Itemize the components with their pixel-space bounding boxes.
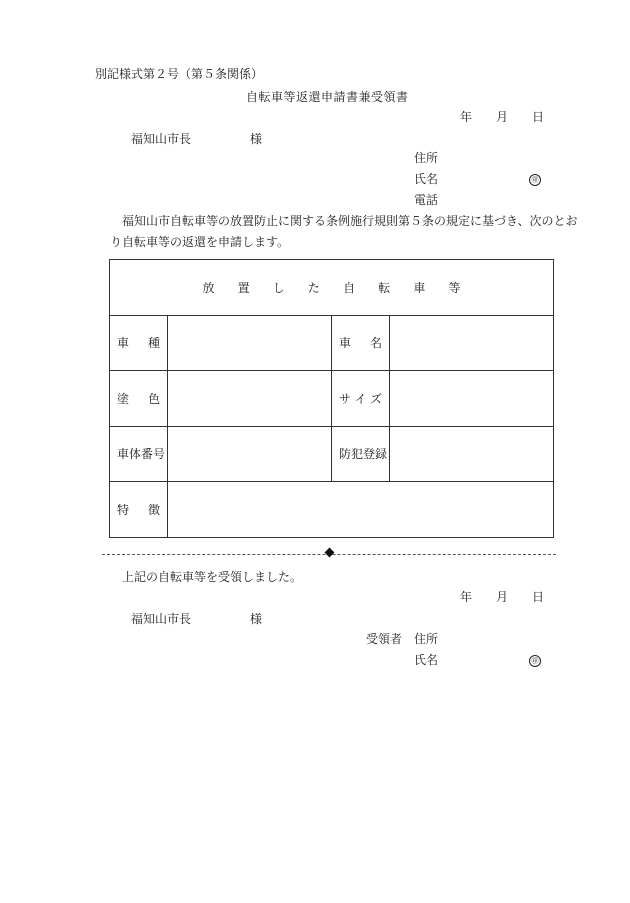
application-date-year: 年	[460, 110, 473, 124]
size-label-char: ズ	[369, 391, 382, 406]
vehicle-name-label-char: 名	[369, 336, 382, 350]
features-label-char: 特	[117, 502, 130, 517]
table-header	[110, 260, 554, 316]
table-header-char: 車	[413, 280, 426, 295]
application-body-line2: り自転車等の返還を申請します。	[110, 235, 290, 249]
recipient-name-label: 氏名	[414, 653, 439, 667]
application-body-line1: 福知山市自転車等の放置防止に関する条例施行規則第５条の規定に基づき、次のとお	[122, 214, 578, 228]
features-field[interactable]	[168, 482, 554, 538]
theft-registration-label: 防犯登録	[332, 427, 390, 482]
vehicle-name-label-char: 車	[339, 336, 352, 350]
recipient-label: 受領者	[366, 632, 403, 646]
receipt-date-year: 年	[460, 590, 473, 604]
bicycle-details-table	[109, 259, 554, 538]
frame-number-label: 車体番号	[110, 427, 168, 482]
table-header-char: 放	[202, 280, 215, 295]
table-header-char: 置	[237, 280, 250, 295]
color-label-char: 塗	[117, 391, 130, 406]
receipt-date-month: 月	[496, 590, 509, 604]
application-addressee: 福知山市長	[131, 132, 192, 146]
theft-registration-field[interactable]	[390, 427, 554, 482]
vehicle-type-label-cell	[110, 316, 168, 371]
recipient-seal-icon: ㊞	[529, 655, 541, 667]
receipt-date-day: 日	[532, 590, 545, 604]
table-header-char: 自	[343, 280, 356, 295]
recipient-address-label: 住所	[414, 632, 439, 646]
size-field[interactable]	[390, 371, 554, 427]
size-label-char: イ	[354, 391, 367, 406]
table-header-char: 転	[378, 280, 391, 295]
applicant-phone-label: 電話	[414, 193, 439, 207]
vehicle-name-field[interactable]	[390, 316, 554, 371]
application-date-day: 日	[532, 110, 545, 124]
table-header-char: し	[272, 280, 285, 295]
application-honorific: 様	[250, 132, 263, 146]
form-number: 別記様式第２号（第５条関係）	[95, 67, 264, 81]
frame-number-field[interactable]	[168, 427, 332, 482]
color-label-char: 色	[147, 391, 160, 406]
vehicle-type-label-char: 車	[117, 336, 130, 350]
application-date-month: 月	[496, 110, 509, 124]
features-label-cell	[110, 482, 168, 538]
size-label-char: サ	[339, 391, 352, 406]
receipt-addressee: 福知山市長	[131, 612, 192, 626]
vehicle-name-label-cell	[332, 316, 390, 371]
applicant-seal-icon: ㊞	[529, 174, 541, 186]
vehicle-type-label-char: 種	[147, 336, 160, 350]
color-field[interactable]	[168, 371, 332, 427]
features-label-char: 徴	[147, 502, 160, 517]
size-label-cell	[332, 371, 390, 427]
receipt-statement: 上記の自転車等を受領しました。	[122, 570, 303, 584]
applicant-address-label: 住所	[414, 151, 439, 165]
color-label-cell	[110, 371, 168, 427]
vehicle-type-field[interactable]	[168, 316, 332, 371]
form-title: 自転車等返還申請書兼受領書	[246, 90, 409, 104]
table-header-char: 等	[448, 280, 461, 295]
table-header-char: た	[307, 280, 320, 295]
receipt-honorific: 様	[250, 612, 263, 626]
diamond-marker-icon	[325, 548, 335, 558]
applicant-name-label: 氏名	[414, 172, 439, 186]
